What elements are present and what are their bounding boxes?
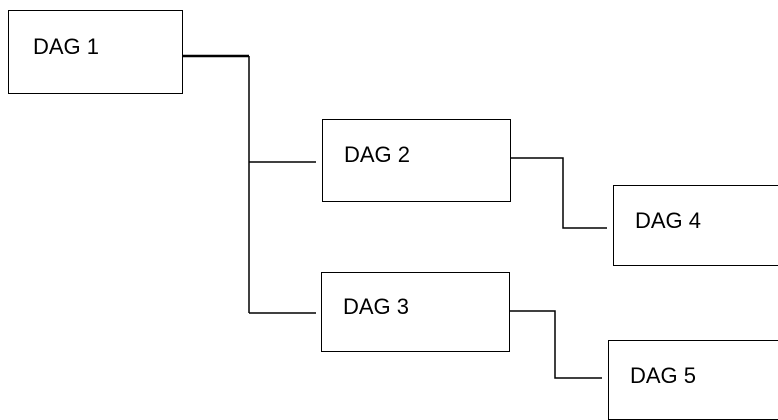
node-dag4-label: DAG 4 bbox=[635, 208, 702, 233]
node-dag2-label: DAG 2 bbox=[344, 142, 411, 167]
node-dag5 bbox=[608, 340, 778, 420]
edge-dag3-dag5 bbox=[510, 311, 602, 378]
node-dag1-label: DAG 1 bbox=[33, 34, 100, 59]
node-dag1 bbox=[8, 10, 183, 94]
edge-dag2-dag4 bbox=[511, 158, 607, 228]
node-dag3-label: DAG 3 bbox=[343, 294, 410, 319]
node-dag2 bbox=[322, 119, 511, 202]
node-dag5-label: DAG 5 bbox=[630, 363, 697, 388]
node-dag4 bbox=[613, 185, 778, 266]
node-dag3 bbox=[321, 272, 510, 352]
